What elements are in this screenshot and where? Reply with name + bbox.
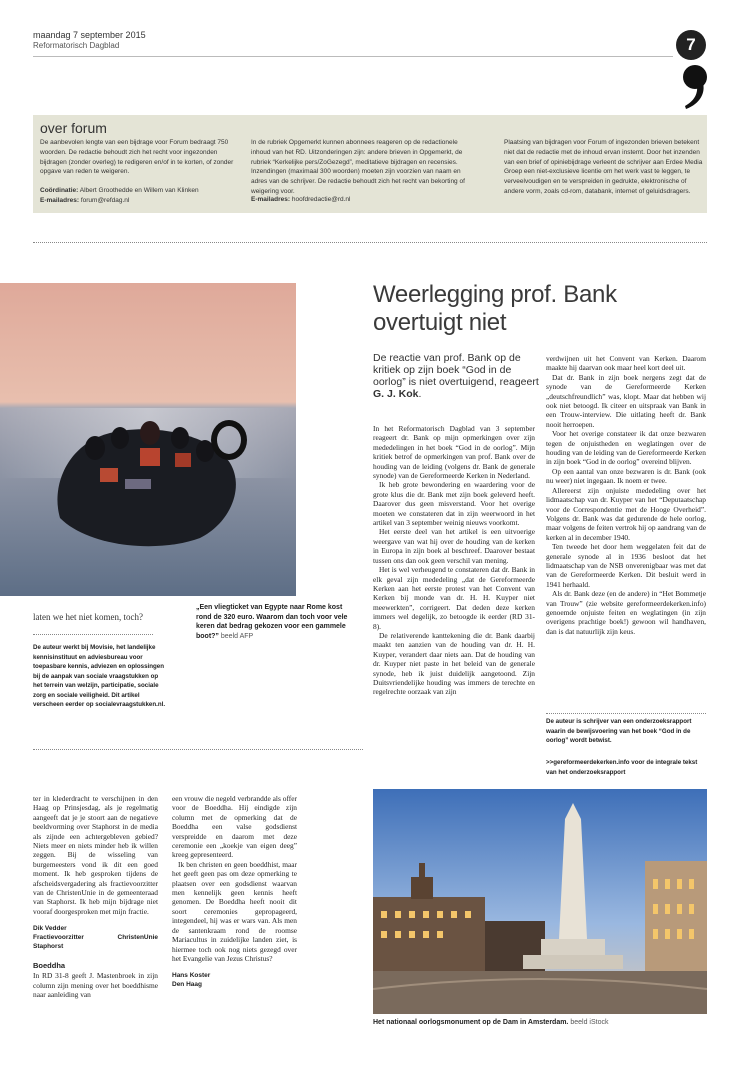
signature-role: Fractievoorzitter ChristenUnie Staphorst <box>33 934 158 951</box>
author-note: De auteur werkt bij Movisie, het landelijke kennisinstituut en adviesbureau voor toepasbare kennis, adviezen en oplossingen bij de aanpak van sociale vraagstukken op het terrein van welzijn, participatie, sociale zorg en sociale veiligheid. Dit artikel verscheen eerder op socialevraagstukken.nl. <box>33 644 166 708</box>
signature-name: Dik Vedder <box>33 925 67 933</box>
article-author-note: De auteur is schrijver van een onderzoeksrapport waarin de bewijsvoering van het boek “God in de oorlog” wordt betwist. <box>546 718 692 744</box>
letter-heading: Boeddha <box>33 961 66 971</box>
monument-photo <box>373 789 707 1014</box>
photo-caption <box>196 603 356 641</box>
header-date: maandag 7 september 2015 <box>33 30 146 40</box>
header-rule <box>33 56 673 57</box>
paragraph: Het is wel verheugend te constateren dat dr. Bank in elk geval zijn mededeling „dat de Gereformeerde Kerken aan het eerste protest van het Convent van Kerken bij monde van dr. H. H. Kuyper niet meewerkten”, corrigeert. Dat deden deze kerken immers wel degelijk, zo betoogde ik eerder (RD 31-8). <box>373 565 535 631</box>
pull-quote: laten we het niet komen, toch? <box>33 612 143 622</box>
letters-column-1 <box>33 794 158 1000</box>
coordination-value: Albert Groothedde en Willem van Klinken <box>79 187 199 194</box>
email-label-2: E-mailadres: <box>251 196 291 203</box>
drop-cap-o-graphic <box>211 420 247 460</box>
letter-text: ter in klederdracht te verschijnen in den Haag op Prinsjesdag, als je regelmatig aangeeft dat je je stoort aan de negatieve beeldvorming over Staphorst in de media als zijnde een achtergebleven gebied? Niets meer en niets minder heb ik willen zeggen. Bij de wisseling van burgemeesters vond ik dit een goed moment. Ik heb gesproken tijdens de afscheidsvergadering als fractievoorzitter van de ChristenUnie in de gemeenteraad van Staphorst. Ik heb mijn bijdrage niet vooraf doorgesproken met mijn fractie. <box>33 794 158 916</box>
caption-source: beeld AFP <box>220 632 254 640</box>
paragraph: Ten tweede het door hem weggelaten feit dat de generale synode al in 1936 besloot dat het lidmaatschap van de NSB onverenigbaar was met dat van de Gereformeerde Kerken. Dit besluit werd in 1941 herhaald. <box>546 542 706 589</box>
paragraph: Dat dr. Bank in zijn boek nergens zegt dat de synode van de Gereformeerde Kerken „deutschfreundlich” was, klopt. Maar dat hebben wij ook niet betoogd. Ik citeer en uitspraak van Bank in een Trouw-interview. Die uitlating heeft dr. Bank nooit herroepen. <box>546 372 706 429</box>
article-byline: G. J. Kok <box>373 388 419 400</box>
forum-column-2: In de rubriek Opgemerkt kunnen abonnees reageren op de redactionele inhoud van het RD. Uitzonderingen zijn: andere brieven in Opgemerkt, de rubriek “Kerkelijke pers/ZoGezegd”, meditatieve bijdragen en recensies. Inzendingen (maximaal 300 woorden) moeten zijn voorzien van naam en adres van de schrijver. De redactie behoudt zich het recht van bekorting of weigering voor. <box>251 139 465 195</box>
forum-contact <box>40 186 240 206</box>
monument-caption-source: beeld iStock <box>570 1019 609 1026</box>
letter-text: een vrouw die negeld verbrandde als offer voor de Boeddha. Hij eindigde zijn column met de opmerking dat de Boeddha een valse godsdienst verspreidde en daarom met deze ceremonie een „koekje van eigen deeg” kreeg gepresenteerd. <box>172 794 297 860</box>
dotted-divider <box>33 242 707 243</box>
forum-title: over forum <box>40 120 107 136</box>
paragraph: Als dr. Bank deze (en de andere) in “Het Bommetje van Trouw” (zie website gereformeerdekerken.info) genoemde onjuiste feiten en weglatingen (in zijn overigens prachtige boek!) gewoon wil handhaven, dan is dat natuurlijk zijn keus. <box>546 589 706 636</box>
email-value[interactable]: forum@refdag.nl <box>80 196 130 204</box>
signature-name-2: Hans Koster <box>172 972 211 980</box>
paragraph: Ik heb grote bewondering en waardering voor de grote klus die dr. Bank met zijn boek geleverd heeft. Daarover dus geen misverstand. Voor het overige moeten we constateren dat in zijn weerwoord in het artikel van 3 september weinig nieuws voorkomt. <box>373 480 535 528</box>
forum-column-3: Plaatsing van bijdragen voor Forum of ingezonden brieven betekent niet dat de redactie met de inhoud ervan instemt. Door het inzenden van een brief of opiniebijdrage verleent de schrijver aan Erdee Media Groep een niet-exclusieve licentie om het werk vast te leggen, te verveelvoudigen en te verspreiden in gedrukte, elektronische of andere vorm, zoals cd-rom, databank, internet of geluidsdragers. <box>504 139 703 195</box>
article-column-2 <box>546 354 706 636</box>
letters-column-2 <box>172 794 297 989</box>
dotted-divider-author <box>33 634 153 635</box>
paragraph: Het eerste deel van het artikel is een uitvoerige weergave van wat hij over de houding van de kerken in Europa in zijn boek al beschreef. Daarover bestaat tussen ons dan ook geen verschil van mening. <box>373 527 535 565</box>
intro-text: De reactie van prof. Bank op de kritiek op zijn boek “God in de oorlog” is niet overtuigend, reageert <box>373 352 539 388</box>
letter-text: In RD 31-8 geeft J. Mastenbroek in zijn column zijn mening over het boeddhisme naar aanleiding van <box>33 971 158 1000</box>
forum-contact-2 <box>251 195 471 205</box>
paragraph: De relativerende kanttekening die dr. Bank daarbij maakt ten aanzien van de houding van dr. H. H. Kuyper, verandert daar niets aan. Dat de houding van dr. Kuyper niet paste in het beleid van de generale synode, heb ik juist duidelijk aangetoond. Zijn Duitsvriendelijke houding was immers de terechte en regelrechte oorzaak van zijn <box>373 630 535 697</box>
signature-place-2: Den Haag <box>172 981 202 989</box>
dotted-divider-left <box>33 749 363 750</box>
monument-caption-text: Het nationaal oorlogsmonument op de Dam in Amsterdam. <box>373 1019 569 1026</box>
header-paper-name: Reformatorisch Dagblad <box>33 41 120 50</box>
email-value-2[interactable]: hoofdredactie@rd.nl <box>291 196 351 203</box>
paragraph: Voor het overige constateer ik dat onze bezwaren tegen de onjuistheden en weglatingen over de houding van de leiding van de Gereformeerde Kerken in zijn boek “God in de oorlog” overeind blijven. <box>546 429 706 467</box>
email-label: E-mailadres: <box>40 196 80 204</box>
coordination-label: Coördinatie: <box>40 187 79 194</box>
letter-text: Ik ben christen en geen boeddhist, maar het geeft geen pas om deze opmerking te plaatsen over een godsdienst waarvan men kennelijk geen kennis heeft genomen. De Boeddha heeft nooit dit soort ceremonies gepropageerd, integendeel, hij was er wars van. Als men de santenkraam rond de roomse Mariacultus in zuidelijke landen ziet, is hiermee toch ook nog niets gezegd over het Evangelie van Jezus Christus? <box>172 859 297 963</box>
article-headline: Weerlegging prof. Bank overtuigt niet <box>373 281 617 336</box>
monument-photo-caption <box>373 1019 707 1026</box>
article-intro: De reactie van prof. Bank op de kritiek op zijn boek “God in de oorlog” is niet overtuigend, reageert G. J. Kok. <box>373 352 539 400</box>
article-column-1 <box>373 424 535 697</box>
caption-text: „Een vliegticket van Egypte naar Rome kost rond de 320 euro. Waarom dan toch voor vele keren dat bedrag gekozen voor een gammele boot?” <box>196 604 348 640</box>
paragraph: Op een aantal van onze bezwaren is dr. Bank (ook nu weer) niet ingegaan. Ik noem er twee. <box>546 466 706 486</box>
comma-logo-icon <box>680 64 710 110</box>
paragraph: Allereerst zijn onjuiste mededeling over het lidmaatschap van dr. Kuyper van het “Deputaatschap voor de Correspondentie met de Hooge Overheid”. Volgens dr. Bank was dat gedurende de hele oorlog, maar volgens de feiten vertrok hij op aandrang van de kerken al in december 1940. <box>546 485 706 542</box>
article-link-note[interactable]: >>gereformeerdekerken.info voor de integrale tekst van het onderzoeksrapport <box>546 759 698 776</box>
refugee-boat-photo <box>0 283 296 596</box>
dotted-divider-article <box>546 713 706 714</box>
paragraph: verdwijnen uit het Convent van Kerken. Daarom maakte hij daarvan ook maar heel kort deel uit. <box>546 354 706 373</box>
page-number-badge: 7 <box>676 30 706 60</box>
paragraph: In het Reformatorisch Dagblad van 3 september reageert dr. Bank op mijn opmerkingen over zijn mededelingen in het boek “God in de oorlog”. Mijn kritiek betrof de opmerkingen van prof. Bank over de houding van de leiding (volgens dr. Bank de generale synode) van de Gereformeerde Kerken in Nederland. <box>373 424 535 481</box>
forum-column-1: De aanbevolen lengte van een bijdrage voor Forum bedraagt 750 woorden. De redactie behoudt zich het recht voor ingezonden bijdragen (zonder overleg) te redigeren en/of in te korten, of zonder opgave van reden te weigeren. <box>40 139 234 176</box>
